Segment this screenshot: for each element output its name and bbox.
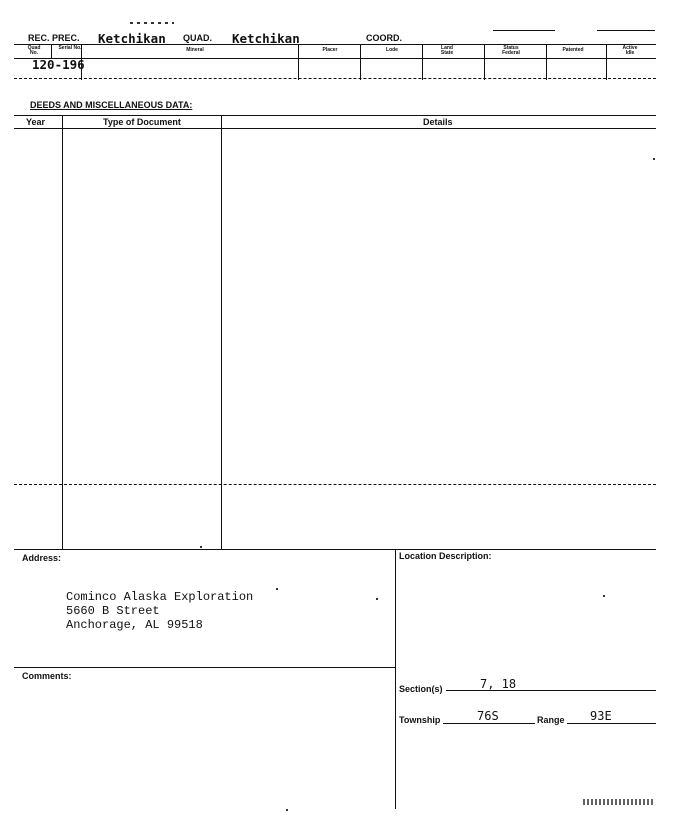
section-label: Section(s): [399, 684, 443, 694]
header-rule: [14, 44, 656, 45]
col-divider: [298, 44, 299, 80]
scan-mark: [583, 799, 655, 805]
range-label: Range: [537, 715, 565, 725]
column-header-rule: [14, 58, 656, 59]
col-divider: [546, 44, 547, 80]
col-land-state: Land State: [440, 45, 454, 56]
scan-speck: [276, 588, 278, 590]
col-serial-no: Serial No.: [58, 45, 82, 51]
comments-rule: [14, 667, 395, 668]
deeds-header-rule: [14, 128, 656, 129]
address-line: Anchorage, AL 99518: [66, 618, 203, 632]
township-label: Township: [399, 715, 441, 725]
col-placer: Placer: [322, 47, 338, 53]
scan-speck: [376, 598, 378, 600]
quad-value: Ketchikan: [232, 31, 300, 46]
deeds-col-details: Details: [423, 117, 453, 127]
scan-speck: [653, 158, 655, 160]
deeds-bottom-rule: [14, 549, 656, 550]
col-lode: Lode: [386, 47, 398, 53]
comments-label: Comments:: [22, 671, 72, 681]
col-divider: [51, 44, 52, 59]
deeds-dashed-rule: [14, 484, 656, 485]
quad-label: QUAD.: [183, 33, 212, 43]
bottom-divider: [395, 549, 396, 809]
coord-label: COORD.: [366, 33, 402, 43]
section-underline: [446, 690, 656, 691]
scan-speck: [603, 595, 605, 597]
rec-prec-value: Ketchikan: [98, 31, 166, 46]
record-dashed-rule: [14, 78, 656, 79]
rec-prec-label: REC. PREC.: [28, 33, 80, 43]
address-line: 5660 B Street: [66, 604, 160, 618]
col-divider: [360, 44, 361, 80]
col-mineral: Mineral: [186, 47, 204, 53]
col-active-idle: Active Idle: [622, 45, 638, 56]
deeds-col-year: Year: [26, 117, 46, 127]
scan-speck: [286, 809, 288, 811]
scan-mark: [130, 22, 174, 24]
address-block: [66, 590, 253, 632]
scan-speck: [200, 546, 202, 548]
section-value: 7, 18: [480, 677, 517, 691]
col-divider: [422, 44, 423, 80]
deeds-top-rule: [14, 115, 656, 116]
address-label: Address:: [22, 553, 62, 563]
col-patented: Patented: [562, 47, 584, 53]
range-underline: [567, 723, 656, 724]
township-value: 76S: [477, 709, 499, 723]
col-divider: [81, 44, 82, 80]
quad-no-value: 120-196: [32, 57, 85, 72]
deeds-title: DEEDS AND MISCELLANEOUS DATA:: [30, 100, 193, 110]
range-value: 93E: [590, 709, 612, 723]
top-rule: [597, 30, 655, 31]
col-divider: [484, 44, 485, 80]
top-rule: [493, 30, 555, 31]
address-line: Cominco Alaska Exploration: [66, 590, 254, 604]
township-underline: [443, 723, 535, 724]
deeds-col-type: Type of Document: [103, 117, 181, 127]
location-label: Location Description:: [399, 551, 492, 561]
col-divider: [606, 44, 607, 80]
col-status-federal: Status Federal: [502, 45, 520, 56]
col-quad-no: Quad No.: [27, 45, 41, 56]
